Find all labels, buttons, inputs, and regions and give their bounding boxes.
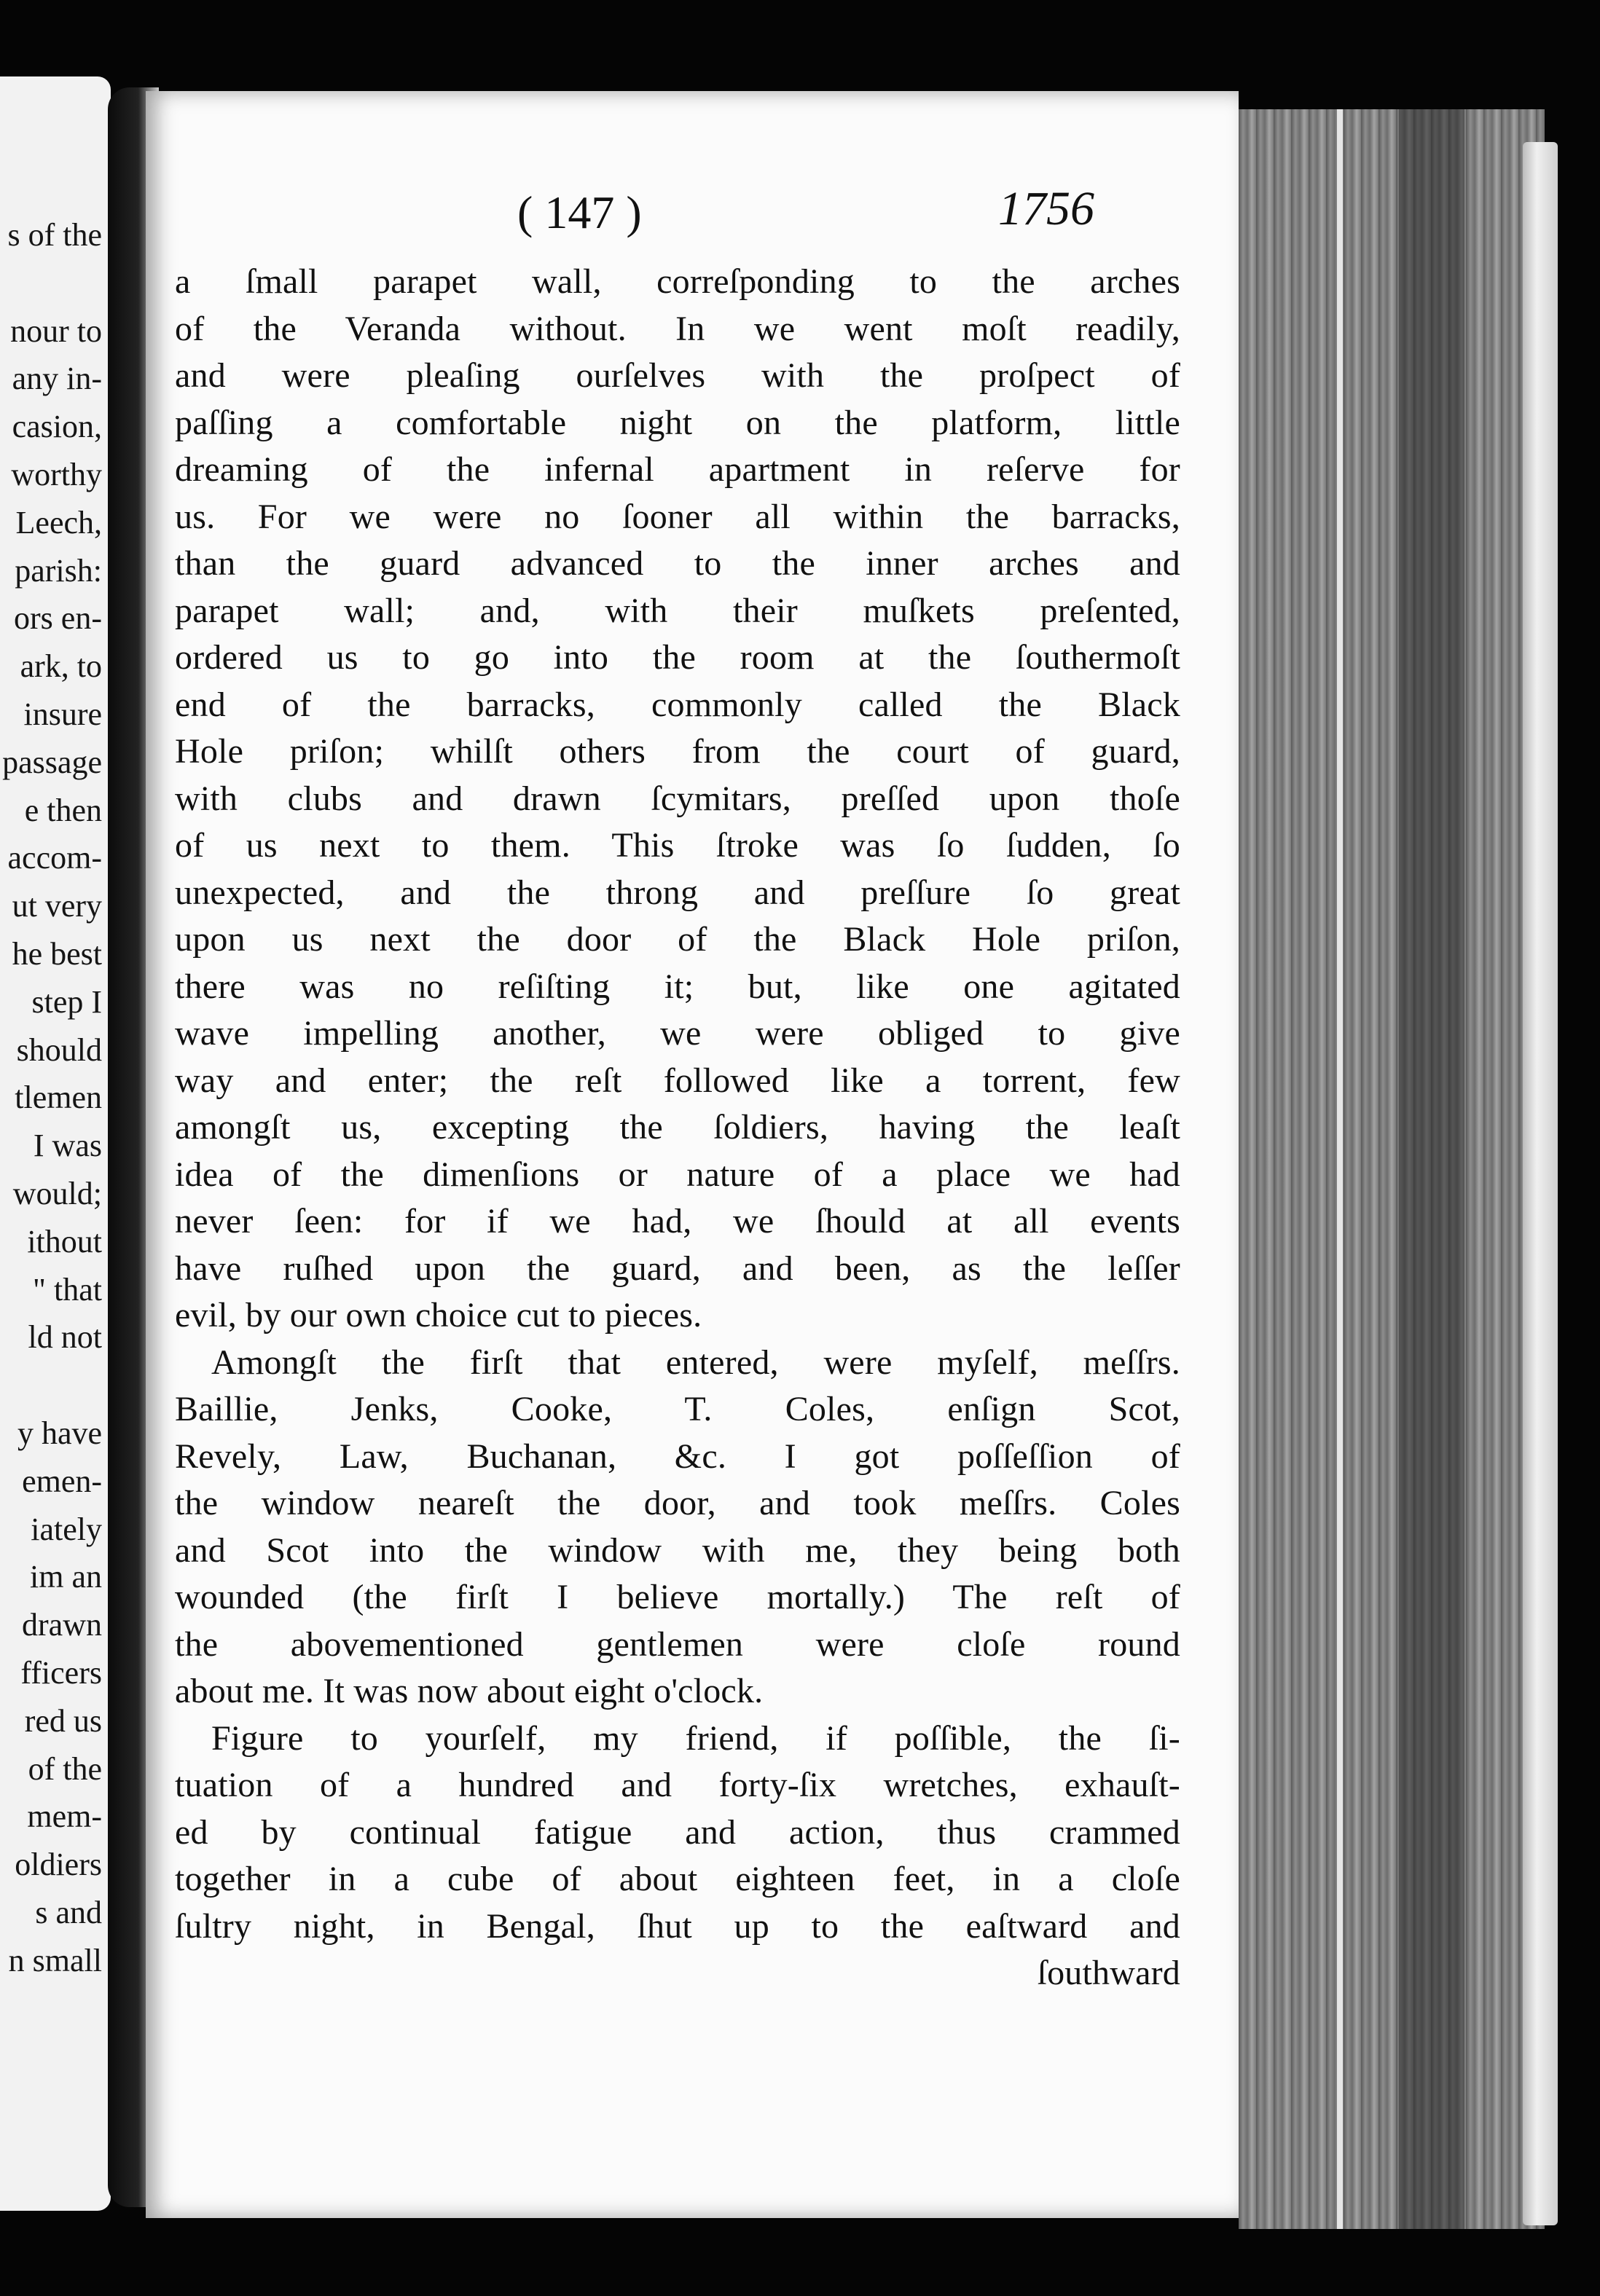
text-line: end of the barracks, commonly called the Black [175,685,1180,724]
text-line: a ſmall parapet wall, correſponding to the arches [175,262,1180,301]
fragment-line: emen- [22,1463,102,1499]
text-line: way and enter; the reſt followed like a torrent, few [175,1061,1180,1100]
paragraph-start-line: Amongſt the firſt that entered, were myſelf, meſſrs. [211,1342,1180,1382]
text-line: and Scot into the window with me, they being both [175,1530,1180,1570]
fragment-line: s of the [7,217,102,253]
fragment-line: casion, [12,409,102,445]
text-line: together in a cube of about eighteen feet, in a cloſe [175,1860,1180,1898]
page-number: ( 147 ) [517,186,642,238]
fragment-line: any in- [12,361,102,397]
fragment-line: tlemen [15,1080,102,1116]
text-line: have ruſhed upon the guard, and been, as the leſſer [175,1249,1180,1288]
previous-page-edge [0,76,111,2211]
book-page [146,91,1239,2218]
fragment-line: fficers [20,1654,102,1691]
text-line: the window neareſt the door, and took meſſrs. Coles [175,1484,1180,1522]
text-line: idea of the dimenſions or nature of a place we had [175,1155,1180,1194]
fragment-line: ithout [27,1223,102,1259]
fragment-line: ors en- [14,600,102,637]
text-line: tuation of a hundred and forty-ſix wretches, exhauſt- [175,1766,1180,1804]
fragment-line: would; [12,1175,102,1211]
text-line: amongſt us, excepting the ſoldiers, having the leaſt [175,1108,1180,1147]
fragment-line: ld not [28,1319,102,1356]
fragment-line: oldiers [15,1847,102,1883]
previous-page-text [0,211,102,1984]
paragraph-end-line: about me. It was now about eight o'clock. [175,1672,764,1710]
text-line: there was no reſiſting it; but, like one agitated [175,967,1180,1006]
fragment-line: should [16,1031,102,1068]
fragment-line: step I [31,983,102,1020]
fragment-line: of the [28,1750,102,1787]
text-line: of the Veranda without. In we went moſt readily, [175,309,1180,348]
text-line: paſſing a comfortable night on the platform, little [175,403,1180,442]
book-fore-edge [1239,109,1545,2229]
text-line: us. For we were no ſooner all within the barracks, [175,497,1180,536]
fragment-line: n small [8,1942,102,1978]
catchword: ſouthward [1037,1954,1180,1992]
fragment-line: insure [23,696,102,732]
fragment-line: he best [12,935,102,972]
text-line: ſultry night, in Bengal, ſhut up to the eaſtward and [175,1906,1180,1946]
fragment-line: worthy [11,456,102,492]
fragment-line: nour to [10,312,102,349]
fragment-line: ut very [12,888,102,924]
fragment-line: " that [33,1271,102,1308]
fragment-line: mem- [27,1798,102,1835]
page-body [175,259,1180,1997]
fragment-line: s and [35,1894,102,1930]
text-line: ordered us to go into the room at the ſouthermoſt [175,638,1180,677]
fragment-line: im an [30,1559,102,1595]
fragment-line: iately [31,1511,102,1547]
text-line: with clubs and drawn ſcymitars, preſſed upon thoſe [175,779,1180,818]
text-line: unexpected, and the throng and preſſure ſo great [175,873,1180,912]
text-line: wounded (the firſt I believe mortally.) The reſt of [175,1578,1180,1616]
text-line: ed by continual fatigue and action, thus crammed [175,1812,1180,1852]
paragraph-start-line: Figure to yourſelf, my friend, if poſſible, the ſi- [211,1718,1180,1758]
paragraph-end-line: evil, by our own choice cut to pieces. [175,1296,702,1334]
fragment-line [0,1361,102,1410]
fragment-line: parish: [15,552,102,589]
fragment-line [0,259,102,307]
fragment-line: y have [17,1415,102,1451]
fragment-line: accom- [7,840,102,876]
text-line: Revely, Law, Buchanan, &c. I got poſſeſſion of [175,1436,1180,1476]
text-line: parapet wall; and, with their muſkets preſented, [175,591,1180,630]
page-edge-highlight [1337,109,1343,2229]
running-head [146,182,1094,244]
fragment-line: drawn [22,1607,102,1643]
fragment-line: e then [24,792,102,828]
text-line: and were pleaſing ourſelves with the proſpect of [175,356,1180,395]
page-edge-shadow [1399,109,1464,2229]
text-line: of us next to them. This ſtroke was ſo ſudden, ſo [175,826,1180,865]
text-line: Hole priſon; whilſt others from the court of guard, [175,732,1180,771]
text-line: upon us next the door of the Black Hole priſon, [175,920,1180,959]
text-line: dreaming of the infernal apartment in reſerve for [175,450,1180,489]
text-line: never ſeen: for if we had, we ſhould at all events [175,1202,1180,1241]
fragment-line: Leech, [15,504,102,540]
fragment-line: red us [24,1702,102,1739]
text-line: wave impelling another, we were obliged to give [175,1014,1180,1053]
text-line: Baillie, Jenks, Cooke, T. Coles, enſign Scot, [175,1390,1180,1428]
back-cover-board [1523,142,1558,2225]
fragment-line: I was [33,1128,102,1164]
fragment-line: ark, to [20,648,102,685]
fragment-line: passage [2,744,102,780]
text-line: than the guard advanced to the inner arches and [175,544,1180,583]
handwritten-year: 1756 [998,182,1094,235]
text-line: the abovementioned gentlemen were cloſe round [175,1624,1180,1664]
